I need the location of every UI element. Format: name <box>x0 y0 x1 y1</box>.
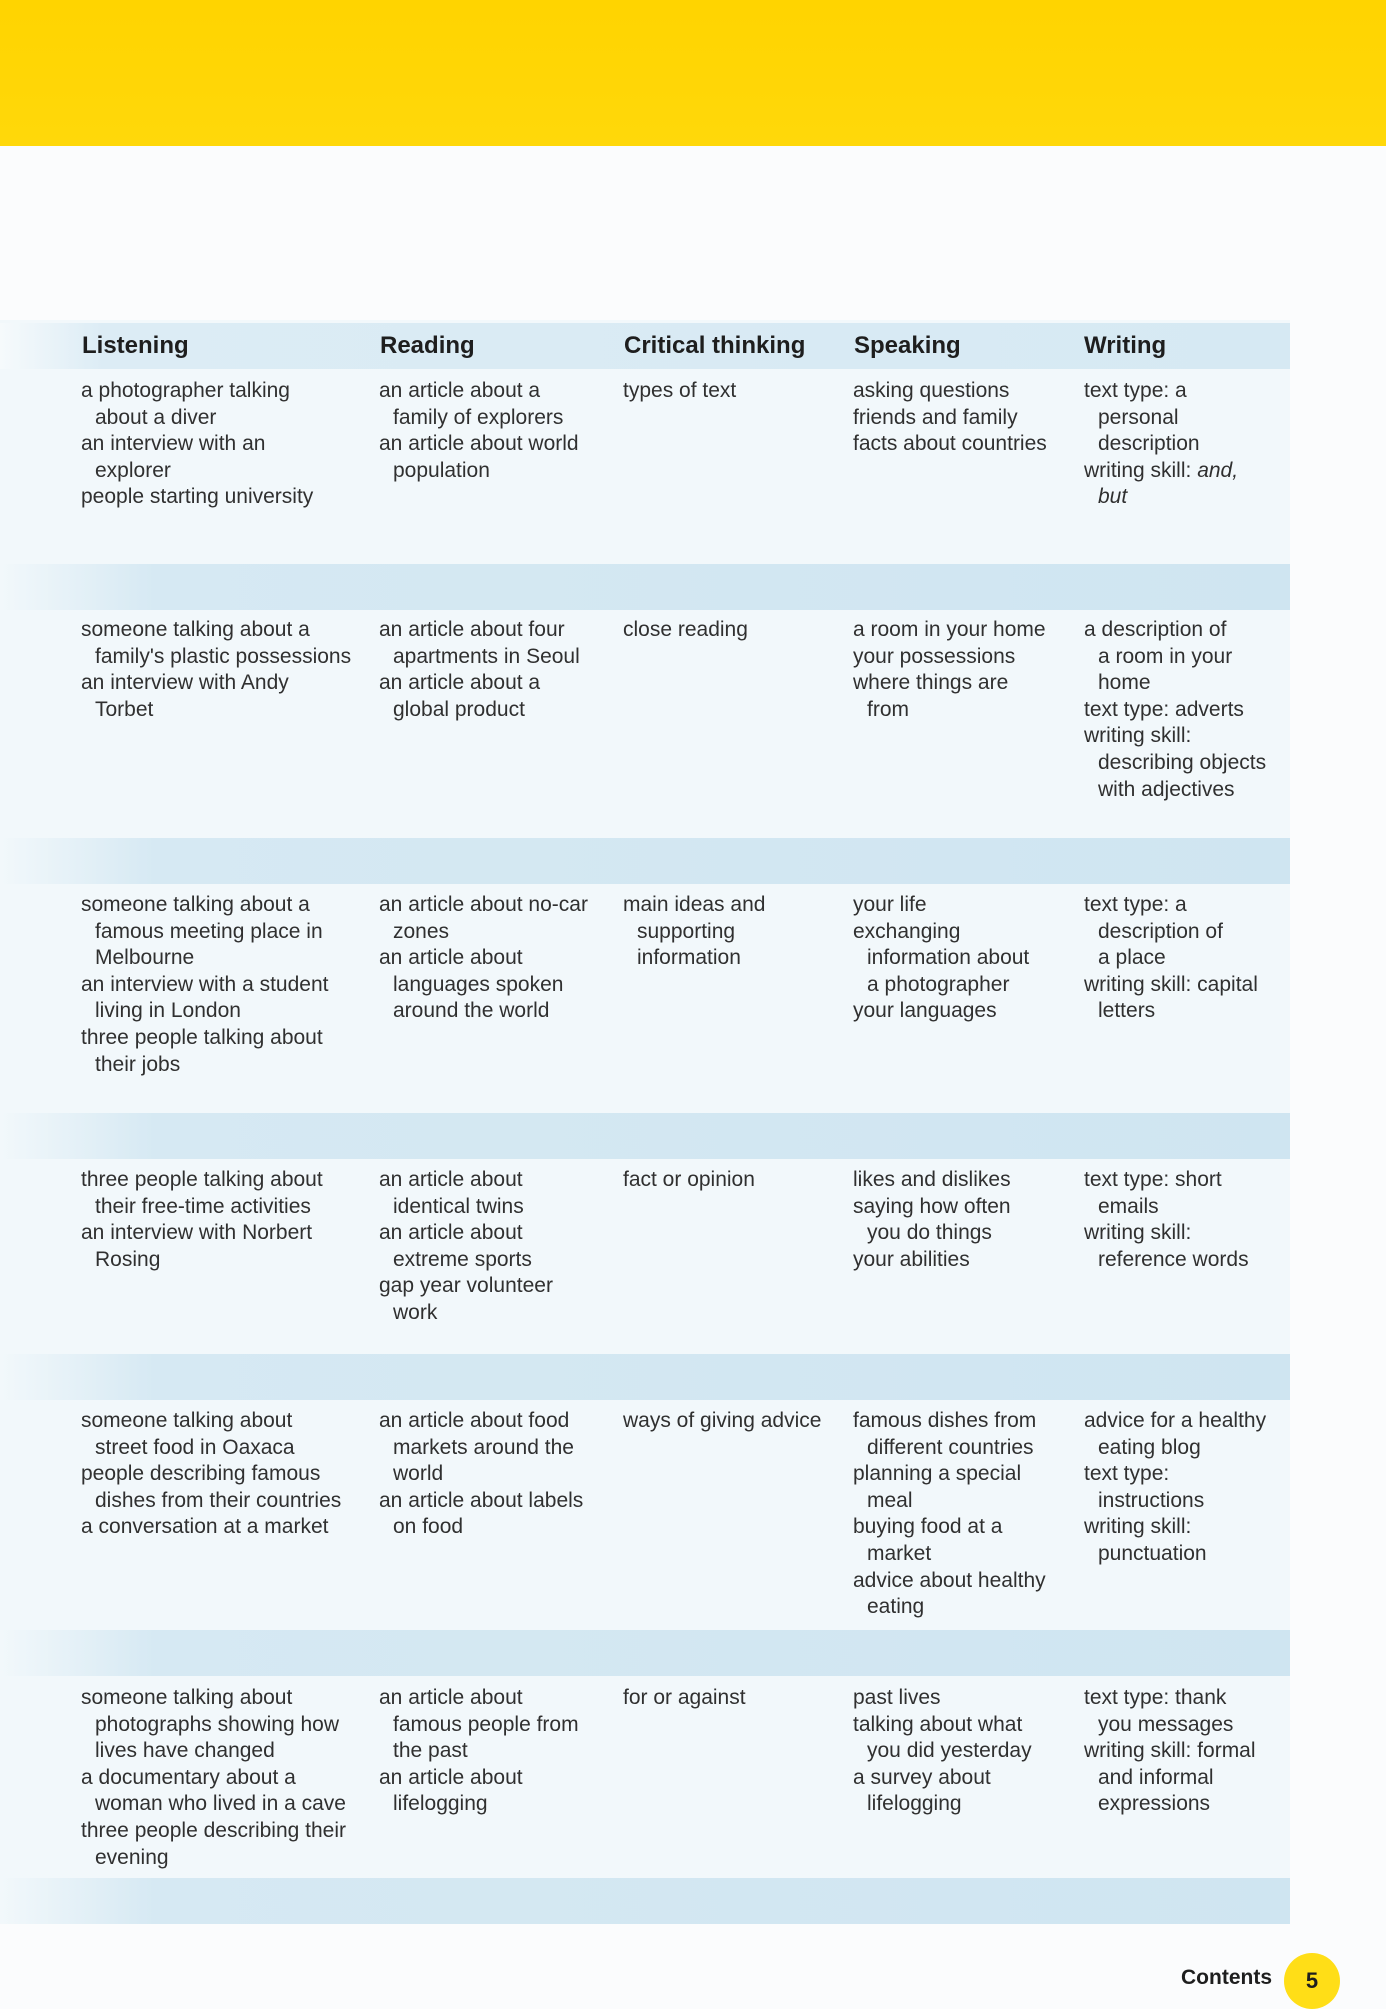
cell-writing <box>1084 378 1238 511</box>
cell-line: and informal <box>1098 1765 1214 1789</box>
cell-line: saying how often <box>853 1194 1011 1218</box>
cell-line: planning a special <box>853 1462 1022 1486</box>
page-number-badge: 5 <box>1284 1953 1340 2009</box>
cell-line: expressions <box>1098 1792 1211 1816</box>
cell-critical-thinking <box>623 1408 821 1435</box>
cell-speaking <box>853 1167 1011 1273</box>
cell-line: personal <box>1098 405 1179 429</box>
cell-line: punctuation <box>1098 1541 1207 1565</box>
cell-line: an article about <box>379 1765 523 1789</box>
cell-line: an article about four <box>379 618 565 641</box>
cell-line: facts about countries <box>853 432 1047 456</box>
cell-line: where things are <box>853 671 1009 695</box>
cell-line: description <box>1098 432 1200 456</box>
cell-line: advice about healthy <box>853 1568 1046 1592</box>
cell-critical-thinking <box>623 892 765 972</box>
cell-line: a place <box>1098 946 1166 970</box>
cell-line: evening <box>95 1845 169 1869</box>
cell-line: close reading <box>623 618 748 641</box>
column-header-listening: Listening <box>82 332 189 359</box>
cell-line: main ideas and <box>623 893 766 916</box>
cell-line: apartments in Seoul <box>393 644 580 668</box>
cell-line: their jobs <box>95 1052 181 1076</box>
cell-line: lifelogging <box>393 1792 488 1816</box>
cell-line: a photographer <box>867 972 1010 996</box>
cell-line: living in London <box>95 999 241 1023</box>
cell-line: an article about world <box>379 432 579 456</box>
cell-line: but <box>1098 485 1128 509</box>
cell-writing <box>1084 1167 1249 1273</box>
cell-line: dishes from their countries <box>95 1488 342 1512</box>
cell-listening <box>81 1167 323 1273</box>
cell-line: famous dishes from <box>853 1409 1037 1432</box>
column-header-speaking: Speaking <box>854 332 961 359</box>
cell-line: work <box>393 1300 438 1324</box>
cell-line: information about <box>867 946 1030 970</box>
cell-line: population <box>393 458 490 482</box>
row-separator-band <box>0 564 1290 610</box>
cell-critical-thinking <box>623 1685 746 1712</box>
cell-line: from <box>867 697 909 721</box>
footer-contents-label: Contents <box>1181 1966 1272 1989</box>
cell-line: someone talking about a <box>81 893 310 916</box>
cell-line: a conversation at a market <box>81 1515 329 1539</box>
cell-line: writing skill: formal <box>1084 1739 1256 1763</box>
cell-line: writing skill: <box>1084 724 1192 748</box>
cell-line: ways of giving advice <box>623 1409 822 1432</box>
cell-line: past lives <box>853 1686 941 1709</box>
cell-line: a description of <box>1084 618 1227 641</box>
cell-line: people describing famous <box>81 1462 321 1486</box>
cell-line: on food <box>393 1515 464 1539</box>
cell-line: describing objects <box>1098 750 1267 774</box>
row-separator-band <box>0 1113 1290 1159</box>
cell-line: people starting university <box>81 485 314 509</box>
cell-line: buying food at a <box>853 1515 1003 1539</box>
cell-speaking <box>853 1408 1046 1621</box>
cell-line: an article about no-car <box>379 893 588 916</box>
column-header-reading: Reading <box>380 332 475 359</box>
cell-line: text type: <box>1084 1462 1170 1486</box>
cell-speaking <box>853 617 1046 723</box>
cell-writing <box>1084 892 1258 1025</box>
cell-speaking <box>853 1685 1032 1818</box>
cell-line: street food in Oaxaca <box>95 1435 295 1459</box>
cell-line: writing skill: <box>1084 1221 1192 1245</box>
cell-writing <box>1084 1408 1266 1568</box>
cell-line: you messages <box>1098 1712 1234 1736</box>
cell-line: text type: short <box>1084 1168 1222 1191</box>
cell-line: an interview with Norbert <box>81 1221 313 1245</box>
cell-line: an article about a <box>379 671 541 695</box>
cell-reading <box>379 378 579 484</box>
cell-line: family of explorers <box>393 405 564 429</box>
cell-line: their free-time activities <box>95 1194 311 1218</box>
row-separator-band <box>0 1630 1290 1676</box>
cell-line: a room in your home <box>853 618 1046 641</box>
cell-line: three people talking about <box>81 1025 323 1049</box>
cell-line: gap year volunteer <box>379 1274 553 1298</box>
cell-listening <box>81 1685 346 1871</box>
cell-line: advice for a healthy <box>1084 1409 1267 1432</box>
cell-line: around the world <box>393 999 550 1023</box>
cell-line: global product <box>393 697 525 721</box>
cell-line: exchanging <box>853 919 961 943</box>
cell-critical-thinking <box>623 1167 755 1194</box>
cell-line: an article about <box>379 1686 523 1709</box>
cell-line: an interview with Andy <box>81 671 289 695</box>
cell-line: an article about a <box>379 379 541 402</box>
cell-reading <box>379 617 580 723</box>
cell-line: Melbourne <box>95 946 195 970</box>
cell-line: markets around the <box>393 1435 574 1459</box>
cell-line: family's plastic possessions <box>95 644 352 668</box>
cell-reading <box>379 892 588 1025</box>
cell-line: information <box>637 946 741 970</box>
cell-line: an article about food <box>379 1409 570 1432</box>
cell-line: your possessions <box>853 644 1016 668</box>
cell-line: Rosing <box>95 1247 161 1271</box>
cell-line: woman who lived in a cave <box>95 1792 346 1816</box>
cell-line: writing skill: <box>1084 1515 1192 1539</box>
cell-line: identical twins <box>393 1194 524 1218</box>
row-separator-band <box>0 838 1290 884</box>
cell-writing <box>1084 617 1266 803</box>
cell-speaking <box>853 378 1047 458</box>
cell-line: a photographer talking <box>81 379 290 402</box>
column-header-critical-thinking: Critical thinking <box>624 332 806 359</box>
cell-reading <box>379 1685 579 1818</box>
cell-critical-thinking <box>623 617 748 644</box>
cell-line: types of text <box>623 379 737 402</box>
cell-line: world <box>393 1462 444 1486</box>
cell-line: you did yesterday <box>867 1739 1032 1763</box>
cell-line: three people describing their <box>81 1818 347 1842</box>
cell-line: instructions <box>1098 1488 1205 1512</box>
cell-line: someone talking about <box>81 1409 293 1432</box>
cell-line: for or against <box>623 1686 746 1709</box>
cell-line: a documentary about a <box>81 1765 296 1789</box>
cell-line: supporting <box>637 919 736 943</box>
cell-line: someone talking about a <box>81 618 310 641</box>
cell-line: a room in your <box>1098 644 1233 668</box>
cell-line: with adjectives <box>1098 777 1235 801</box>
cell-line: market <box>867 1541 932 1565</box>
cell-line: explorer <box>95 458 171 482</box>
cell-reading <box>379 1408 583 1541</box>
cell-critical-thinking <box>623 378 736 405</box>
cell-writing <box>1084 1685 1256 1818</box>
cell-line: your life <box>853 893 927 916</box>
cell-line: about a diver <box>95 405 217 429</box>
cell-line: friends and family <box>853 405 1018 429</box>
cell-line: letters <box>1098 999 1156 1023</box>
cell-line: an interview with a student <box>81 972 329 996</box>
cell-line: asking questions <box>853 379 1010 402</box>
cell-line: description of <box>1098 919 1223 943</box>
cell-listening <box>81 378 313 511</box>
cell-line: reference words <box>1098 1247 1249 1271</box>
cell-listening <box>81 617 351 723</box>
cell-listening <box>81 892 328 1078</box>
cell-line: languages spoken <box>393 972 564 996</box>
cell-line: lives have changed <box>95 1739 275 1763</box>
cell-speaking <box>853 892 1029 1025</box>
cell-reading <box>379 1167 553 1327</box>
cell-line: an article about <box>379 1168 523 1191</box>
cell-line: eating <box>867 1595 925 1619</box>
cell-line: you do things <box>867 1221 992 1245</box>
cell-line: home <box>1098 671 1151 695</box>
cell-line: famous people from <box>393 1712 579 1736</box>
row-separator-band <box>0 1878 1290 1924</box>
cell-line: text type: adverts <box>1084 697 1244 721</box>
cell-line: text type: a <box>1084 893 1187 916</box>
cell-line: Torbet <box>95 697 154 721</box>
cell-line: lifelogging <box>867 1792 962 1816</box>
cell-line: three people talking about <box>81 1168 323 1191</box>
cell-line: meal <box>867 1488 913 1512</box>
cell-line: an article about <box>379 946 523 970</box>
cell-line: likes and dislikes <box>853 1168 1011 1191</box>
cell-line: writing skill: and, <box>1084 458 1239 482</box>
cell-line: text type: thank <box>1084 1686 1227 1709</box>
cell-line: an article about labels <box>379 1488 584 1512</box>
cell-line: your abilities <box>853 1247 970 1271</box>
cell-line: emails <box>1098 1194 1159 1218</box>
cell-line: the past <box>393 1739 468 1763</box>
cell-line: photographs showing how <box>95 1712 340 1736</box>
cell-line: different countries <box>867 1435 1034 1459</box>
cell-line: eating blog <box>1098 1435 1201 1459</box>
cell-line: talking about what <box>853 1712 1023 1736</box>
cell-line: fact or opinion <box>623 1168 755 1191</box>
cell-line: a survey about <box>853 1765 991 1789</box>
cell-line: an interview with an <box>81 432 266 456</box>
header-color-band <box>0 0 1386 146</box>
cell-line: writing skill: capital <box>1084 972 1258 996</box>
row-separator-band <box>0 1354 1290 1400</box>
cell-line: zones <box>393 919 450 943</box>
cell-line: extreme sports <box>393 1247 532 1271</box>
cell-line: someone talking about <box>81 1686 293 1709</box>
cell-line: text type: a <box>1084 379 1187 402</box>
cell-line: famous meeting place in <box>95 919 323 943</box>
cell-line: an article about <box>379 1221 523 1245</box>
cell-line: your languages <box>853 999 997 1023</box>
cell-listening <box>81 1408 341 1541</box>
column-header-writing: Writing <box>1084 332 1167 359</box>
